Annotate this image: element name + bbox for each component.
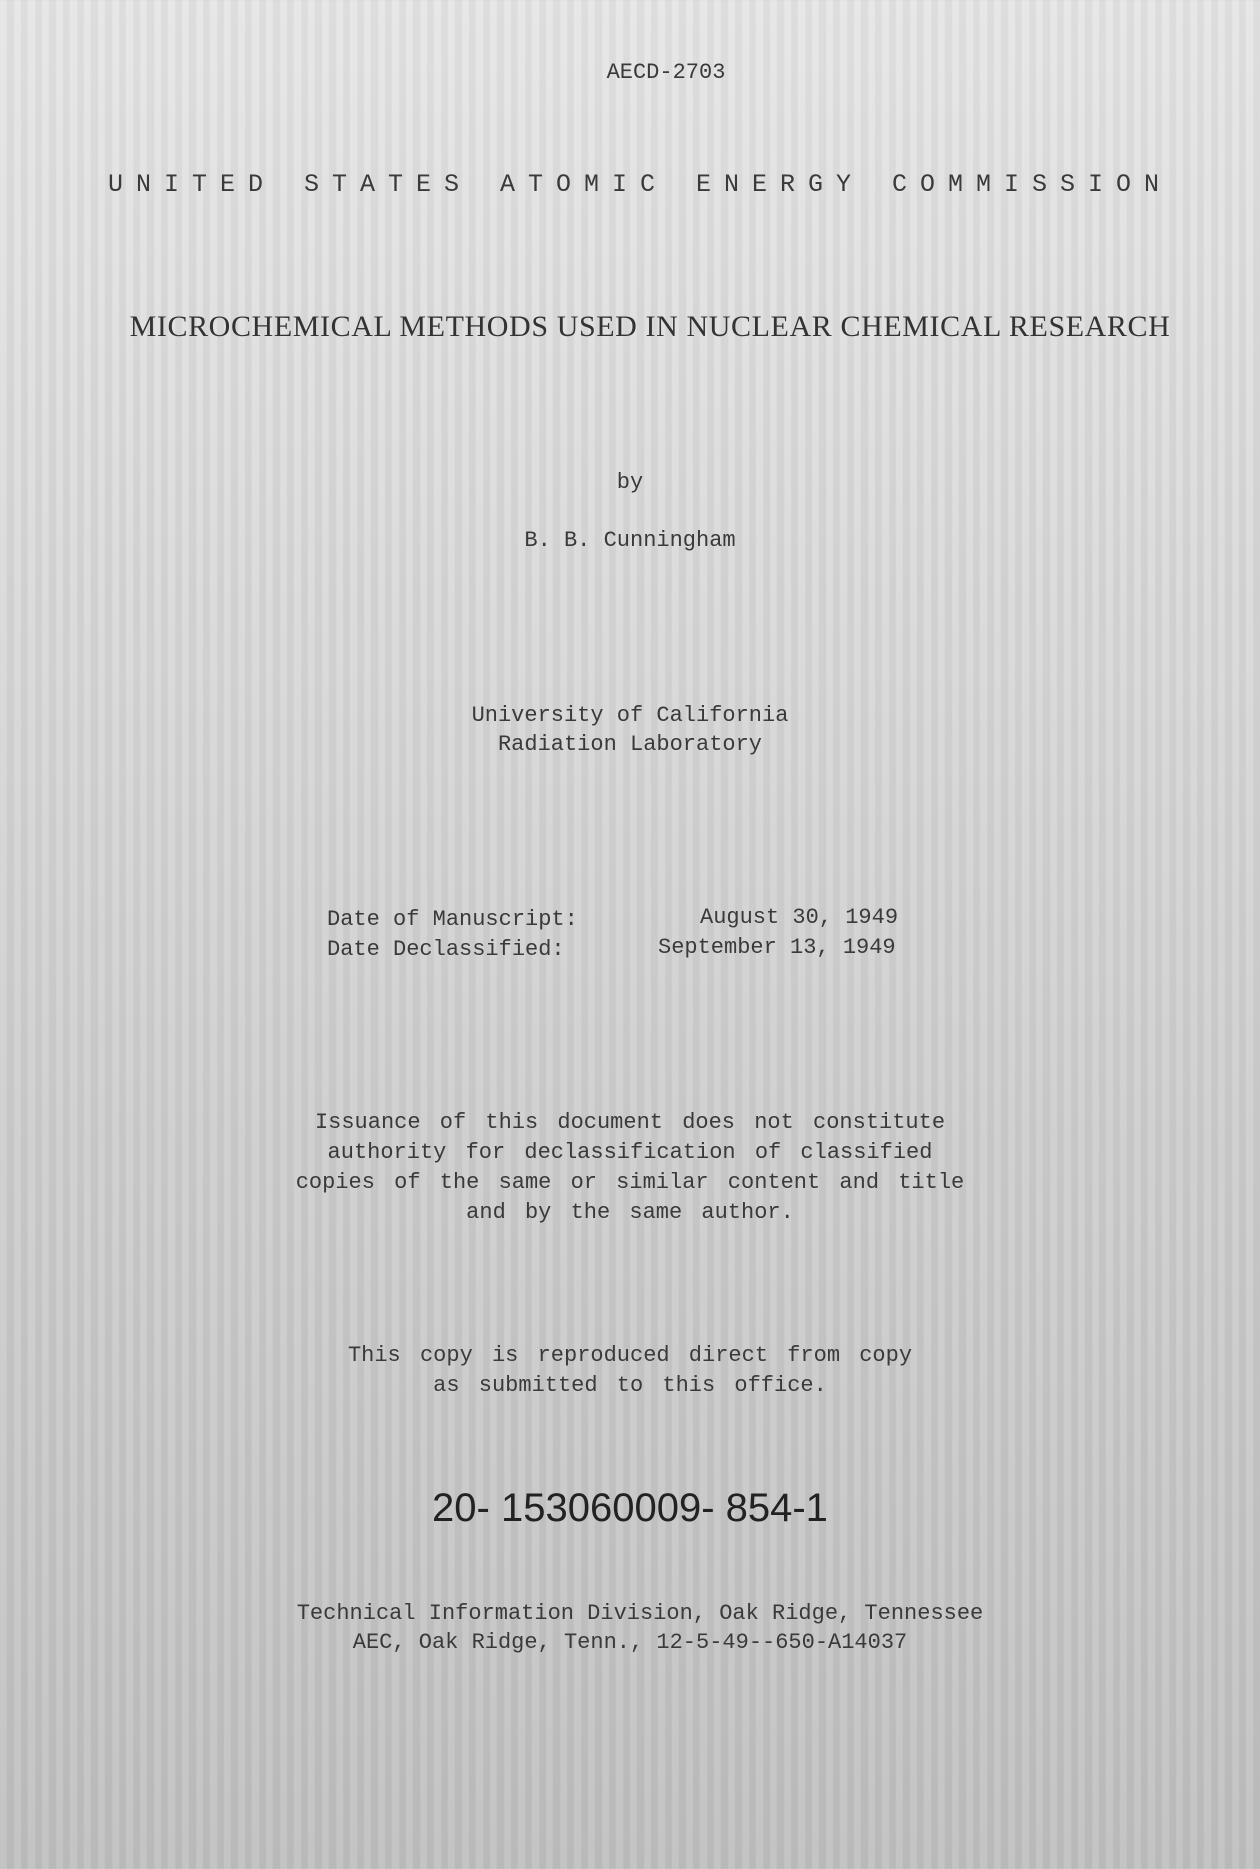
notice-line: authority for declassification of classified	[327, 1140, 933, 1165]
reproduction-line: as submitted to this office.	[433, 1373, 827, 1398]
reproduction-line: This copy is reproduced direct from copy	[347, 1343, 913, 1368]
byline-word: by	[616, 470, 644, 495]
reproduction-notice	[0, 1341, 1260, 1401]
declassification-notice	[0, 1108, 1260, 1228]
footer-line-1: Technical Information Division, Oak Ridge, Tennessee	[296, 1601, 984, 1626]
institution-line-2: Radiation Laboratory	[497, 732, 763, 757]
author-name: B. B. Cunningham	[524, 528, 736, 553]
declassified-date-label: Date Declassified:	[327, 937, 565, 962]
declassified-date-value: September 13, 1949	[658, 935, 896, 960]
manuscript-date-label: Date of Manuscript:	[327, 907, 578, 932]
notice-line: Issuance of this document does not constitute	[314, 1110, 946, 1135]
manuscript-date-value: August 30, 1949	[700, 905, 899, 930]
institution-line-1: University of California	[471, 703, 789, 728]
report-code: AECD-2703	[606, 60, 726, 85]
notice-line: copies of the same or similar content and title	[295, 1170, 965, 1195]
agency-name: UNITED STATES ATOMIC ENERGY COMMISSION	[107, 170, 1173, 199]
footer-line-2: AEC, Oak Ridge, Tenn., 12-5-49--650-A14037	[352, 1630, 908, 1655]
document-title: MICROCHEMICAL METHODS USED IN NUCLEAR CHEMICAL RESEARCH	[129, 310, 1171, 343]
accession-number: 20- 153060009- 854-1	[432, 1486, 828, 1530]
notice-line: and by the same author.	[466, 1200, 794, 1225]
